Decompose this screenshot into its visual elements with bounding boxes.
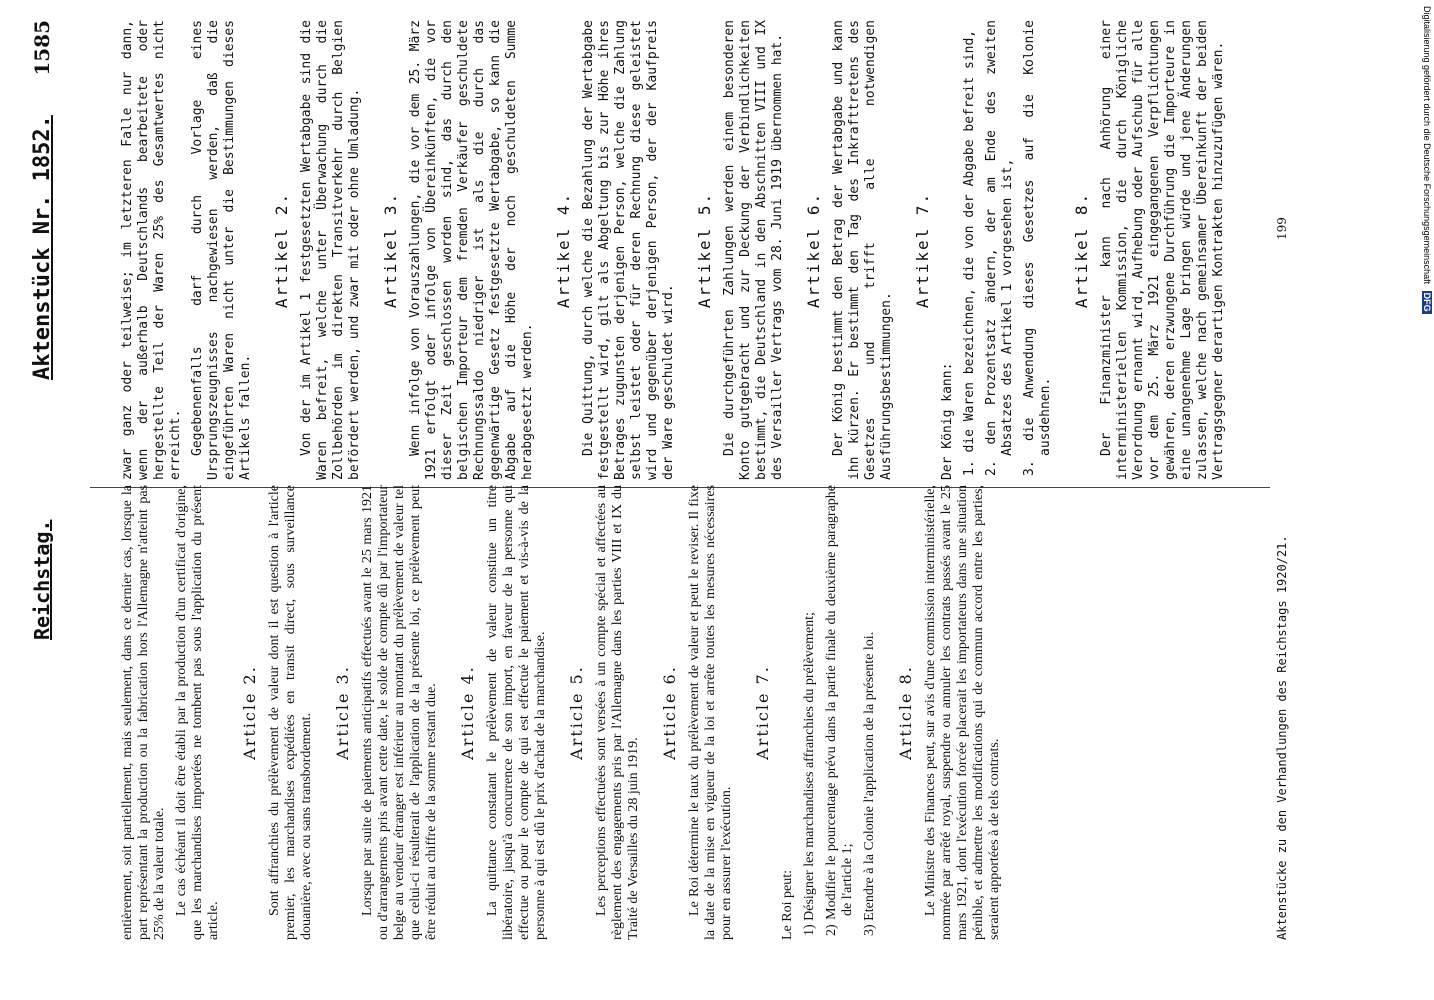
funding-text: Digitalisierung gefördert durch die Deutsche Forschungsgemeinschaft [1422,6,1432,285]
german-column [120,20,1233,480]
french-column [120,485,1009,940]
de-article-5-text: Die durchgeführten Zahlungen werden einem besonderen Konto gutgebracht und zur Deckung der Verbindlichkeiten bestimmt, die Deutschland in den Abschnitten VIII und IX des Versailler Vertrags vom 28. Juni 1919 übernommen hat. [722,20,785,480]
page-header [30,20,90,940]
fr-article-8-text: Le Ministre des Finances peut, sur avis d'une commission interministérielle, nommée par arrêté royal, suspendre ou annuler les contrats passés avant le 25 mars 1921, dont l'exécution forcée placerait les importateurs dans une situation pénible, et admettre les modifications qui de commun accord entre les parties, seraient apportées à de tels contrats. [923,485,1002,940]
footer-source: Aktenstücke zu den Verhandlungen des Reichstags 1920/21. [1275,535,1289,940]
header-reichstag: Reichstag. [30,519,54,640]
de-article-7-intro: Der König kann: [940,362,955,480]
page-number: 1585 [30,20,54,76]
de-article-7-item: 3. die Anwendung dieses Gesetzes auf die Kolonie ausdehnen. [1022,20,1053,476]
fr-article-3-title: Article 3. [333,665,352,760]
de-article-8-text: Der Finanzminister kann nach Anhörung einer interministeriellen Kommission, die durch Königliche Verordnung ernannt wird, Aufhebung oder Aufschub für alle vor dem 25. März 1921 eingegangenen Verpflichtungen gewähren, deren erzwungene Durchführung die Importeure in eine unangenehme Lage bringen würde und jene Änderungen zulassen, welche nach gemeinsamer Übereinkunft der beiden Vertragsgegner derartigen Kontrakten hinzuzufügen wären. [1099,20,1226,480]
de-article-5-title: Artikel 5. [695,191,714,309]
fr-article-4-text: La quittance constatant le prélèvement de valeur constitue un titre libératoire, jusqu'à concurrence de son import, en faveur de la personne qui effectue ou pour le compte de qui est effectué le paiement et vis-à-vis de la personne à qui est dû le prix d'achat de la marchandise. [485,485,548,940]
de-article-7-item: 2. den Prozentsatz ändern, der am Ende des zweiten Absatzes des Artikel 1 vorgesehen ist, [984,20,1015,476]
fr-intro-2: Le cas échéant il doit être établi par la production d'un certificat d'origine, que les marchandises importées ne tombent pas sous l'application du présent article. [174,485,221,940]
fr-article-6-title: Article 6. [660,665,679,760]
fr-article-7-item: 3) Etendre à la Colonie l'application de la présente loi. [862,631,877,936]
fr-article-6-text: Le Roi détermine le taux du prélèvement de valeur et peut le reviser. Il fixe la date de la mise en vigueur de la loi et arrête toutes les mesures nécessaires pour en assurer l'exécution. [687,485,734,940]
de-article-3-text: Wenn infolge von Vorauszahlungen, die vor dem 25. März 1921 erfolgt oder infolge von Übereinkünften, die vor dieser Zeit geschlossen worden sind, das durch den belgischen Importeur dem fremden Verkäufer geschuldete Rechnungssaldo niedriger ist als die durch das gegenwärtige Gesetz festgesetzte Wertabgabe, so kann die Abgabe auf die Höhe der noch geschuldeten Summe herabgesetzt werden. [408,20,535,480]
de-article-8-title: Artikel 8. [1072,191,1091,309]
header-document-number: Aktenstück Nr. 1852. [30,115,55,380]
de-article-4-text: Die Quittung, durch welche die Bezahlung der Wertabgabe festgestellt wird, gilt als Abgeltung bis zur Höhe ihres Betrages zugunsten derjenigen Person, welche die Zahlung selbst leistet oder für deren Rechnung diese geleistet wird und gegenüber derjenigen Person, der der Kaufpreis der Ware geschuldet wird. [581,20,676,480]
fr-article-5-title: Article 5. [567,665,586,760]
de-article-7-item: 1. die Waren bezeichnen, die von der Abgabe befreit sind, [962,29,977,476]
footer-sheet-number: 199 [1275,217,1289,240]
de-article-6-text: Der König bestimmt den Betrag der Wertabgabe und kann ihn kürzen. Er bestimmt den Tag des Inkrafttretens des Gesetzes und trifft alle notwendigen Ausführungsbestimmungen. [831,20,894,480]
fr-article-7-intro: Le Roi peut: [780,870,795,940]
de-article-2-title: Artikel 2. [272,191,291,309]
fr-article-2-title: Article 2. [240,665,259,760]
funding-note [1418,6,1434,996]
fr-article-5-text: Les perceptions effectuées sont versées à un compte spécial et affectées au règlement des engagements pris par l'Allemagne dans les parties VIII et IX du Traité de Versailles du 28 juin 1919. [594,485,641,940]
fr-article-4-title: Article 4. [458,665,477,760]
dfg-logo: DFG [1422,292,1432,312]
fr-article-7-item: 1) Désigner les marchandises affranchies du prélèvement; [802,612,817,936]
de-intro-1: zwar ganz oder teilweise; im letzteren Falle nur dann, wenn der außerhalb Deutschlands bearbeitete oder hergestellte Teil der Waren 25% des Gesamtwertes nicht erreicht. [120,20,183,480]
fr-article-8-title: Article 8. [896,665,915,760]
de-article-3-title: Artikel 3. [381,191,400,309]
de-article-7-title: Artikel 7. [913,191,932,309]
fr-intro-1: entièrement, soit partiellement, mais seulement, dans ce dernier cas, lorsque la part représentant la production ou la fabrication hors l'Allemagne n'atteint pas 25% de la valeur totale. [120,485,167,940]
de-article-2-text: Von der im Artikel 1 festgesetzten Wertabgabe sind die Waren befreit, welche unter Überwachung durch die Zollbehörden im direkten Transitverkehr durch Belgien befördert werden, und zwar mit oder ohne Umladung. [299,20,362,480]
fr-article-2-text: Sont affranchies du prélèvement de valeur dont il est question à l'article premier, les marchandises expédiées en transit direct, sous surveillance douanière, avec ou sans transbordement. [267,485,314,940]
fr-article-7-item: 2) Modifier le pourcentage prévu dans la partie finale du deuxième paragraphe de l'article 1; [824,485,855,936]
de-article-6-title: Artikel 6. [804,191,823,309]
fr-article-7-title: Article 7. [753,665,772,760]
de-article-4-title: Artikel 4. [554,191,573,309]
fr-article-3-text: Lorsque par suite de paiements anticipatifs effectués avant le 25 mars 1921 ou d'arrangements pris avant cette date, le solde de compte dû par l'importateur belge au vendeur étranger est inférieur au montant du prélèvement de valeur tel que celui-ci résulterait de l'application de la présente loi, ce prélèvement peut être réduit au chiffre de la somme restant due. [360,485,439,940]
de-intro-2: Gegebenenfalls darf durch Vorlage eines Ursprungszeugnisses nachgewiesen werden, daß die eingeführten Waren nicht unter die Bestimmungen dieses Artikels fallen. [190,20,253,480]
